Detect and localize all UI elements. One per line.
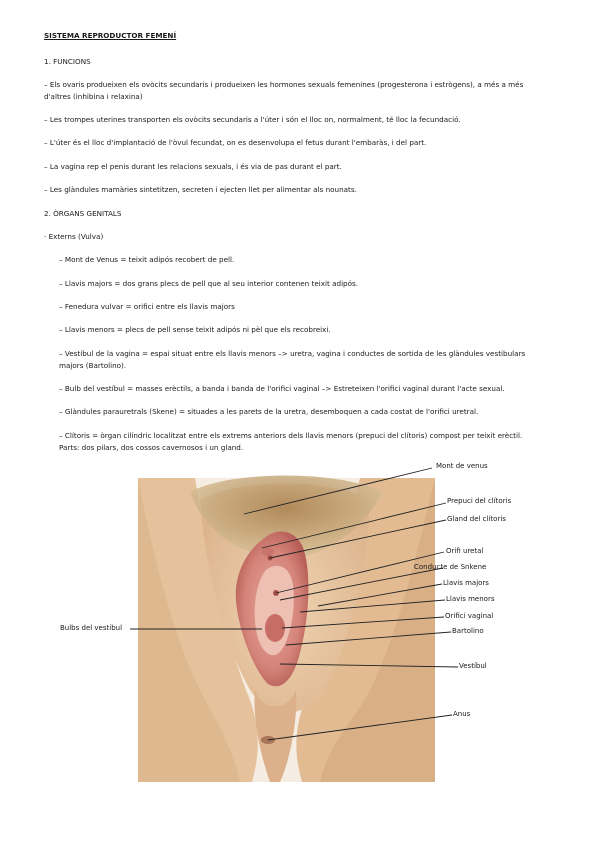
label-skene: Conducte de Snkene xyxy=(414,563,487,571)
organ-item: – Vestíbul de la vagina = espai situat entre els llavis menors –> uretra, vagina i conductes de sortida de les glàndules vestibulars majors (Bartolino). xyxy=(59,349,526,370)
label-bartolino: Bartolino xyxy=(452,627,484,635)
section-2-subheading: · Externs (Vulva) xyxy=(44,232,104,241)
function-item: – Les glàndules mamàries sintetitzen, secreten i ejecten llet per alimentar als nounats. xyxy=(44,185,357,194)
label-orifici-uretal: Orifi uretal xyxy=(446,547,484,555)
label-gland: Gland del clítoris xyxy=(447,515,506,523)
section-1-heading: 1. FUNCIONS xyxy=(44,57,91,66)
function-item: – La vagina rep el penis durant les relacions sexuals, i és via de pas durant el part. xyxy=(44,162,342,171)
label-vestibul: Vestíbul xyxy=(459,662,487,670)
organ-item: – Clítoris = òrgan cilíndric localitzat entre els extrems anteriors dels llavis menors (prepuci del clítoris) compost per teixit erèctil. Parts: dos pilars, dos cossos cavernosos i un gland. xyxy=(59,431,523,452)
label-prepuci: Prepuci del clítoris xyxy=(447,497,512,505)
function-item: – L'úter és el lloc d'implantació de l'òvul fecundat, on es desenvolupa el fetus durant l'embaràs, i del part. xyxy=(44,138,427,147)
label-llavis-majors: Llavis majors xyxy=(443,579,489,587)
section-2-heading: 2. ÒRGANS GENITALS xyxy=(44,209,122,218)
organ-item: – Bulb del vestíbul = masses erèctils, a banda i banda de l'orifici vaginal –> Estreteixen l'orifici vaginal durant l'acte sexual. xyxy=(59,384,505,393)
function-item: – Les trompes uterines transporten els ovòcits secundaris a l'úter i són el lloc on, normalment, té lloc la fecundació. xyxy=(44,115,461,124)
organ-item: – Glàndules parauretrals (Skene) = situades a les parets de la uretra, desemboquen a cada costat de l'orifici uretral. xyxy=(59,407,479,416)
label-orifici-vaginal: Orifici vaginal xyxy=(445,612,494,620)
organ-item: – Fenedura vulvar = orifici entre els llavis majors xyxy=(59,302,235,311)
label-llavis-menors: Llavis menors xyxy=(446,595,495,603)
label-mont-de-venus: Mont de venus xyxy=(436,462,488,470)
organ-item: – Mont de Venus = teixit adipós recobert de pell. xyxy=(59,255,235,264)
organ-item: – Llavis menors = plecs de pell sense teixit adipós ni pèl que els recobreixi. xyxy=(59,325,331,334)
document-title: SISTEMA REPRODUCTOR FEMENÍ xyxy=(44,31,177,40)
clitoral-hood xyxy=(262,548,274,556)
function-item: – Els ovaris produeixen els ovòcits secundaris i produeixen les hormones sexuals femenines (progesterona i estrògens), a més a més d'altres (inhibina i relaxina) xyxy=(44,80,524,101)
label-bulbs: Bulbs del vestíbul xyxy=(60,624,123,632)
label-anus: Anus xyxy=(453,710,471,718)
organ-item: – Llavis majors = dos grans plecs de pell que al seu interior contenen teixit adipós. xyxy=(59,279,359,288)
